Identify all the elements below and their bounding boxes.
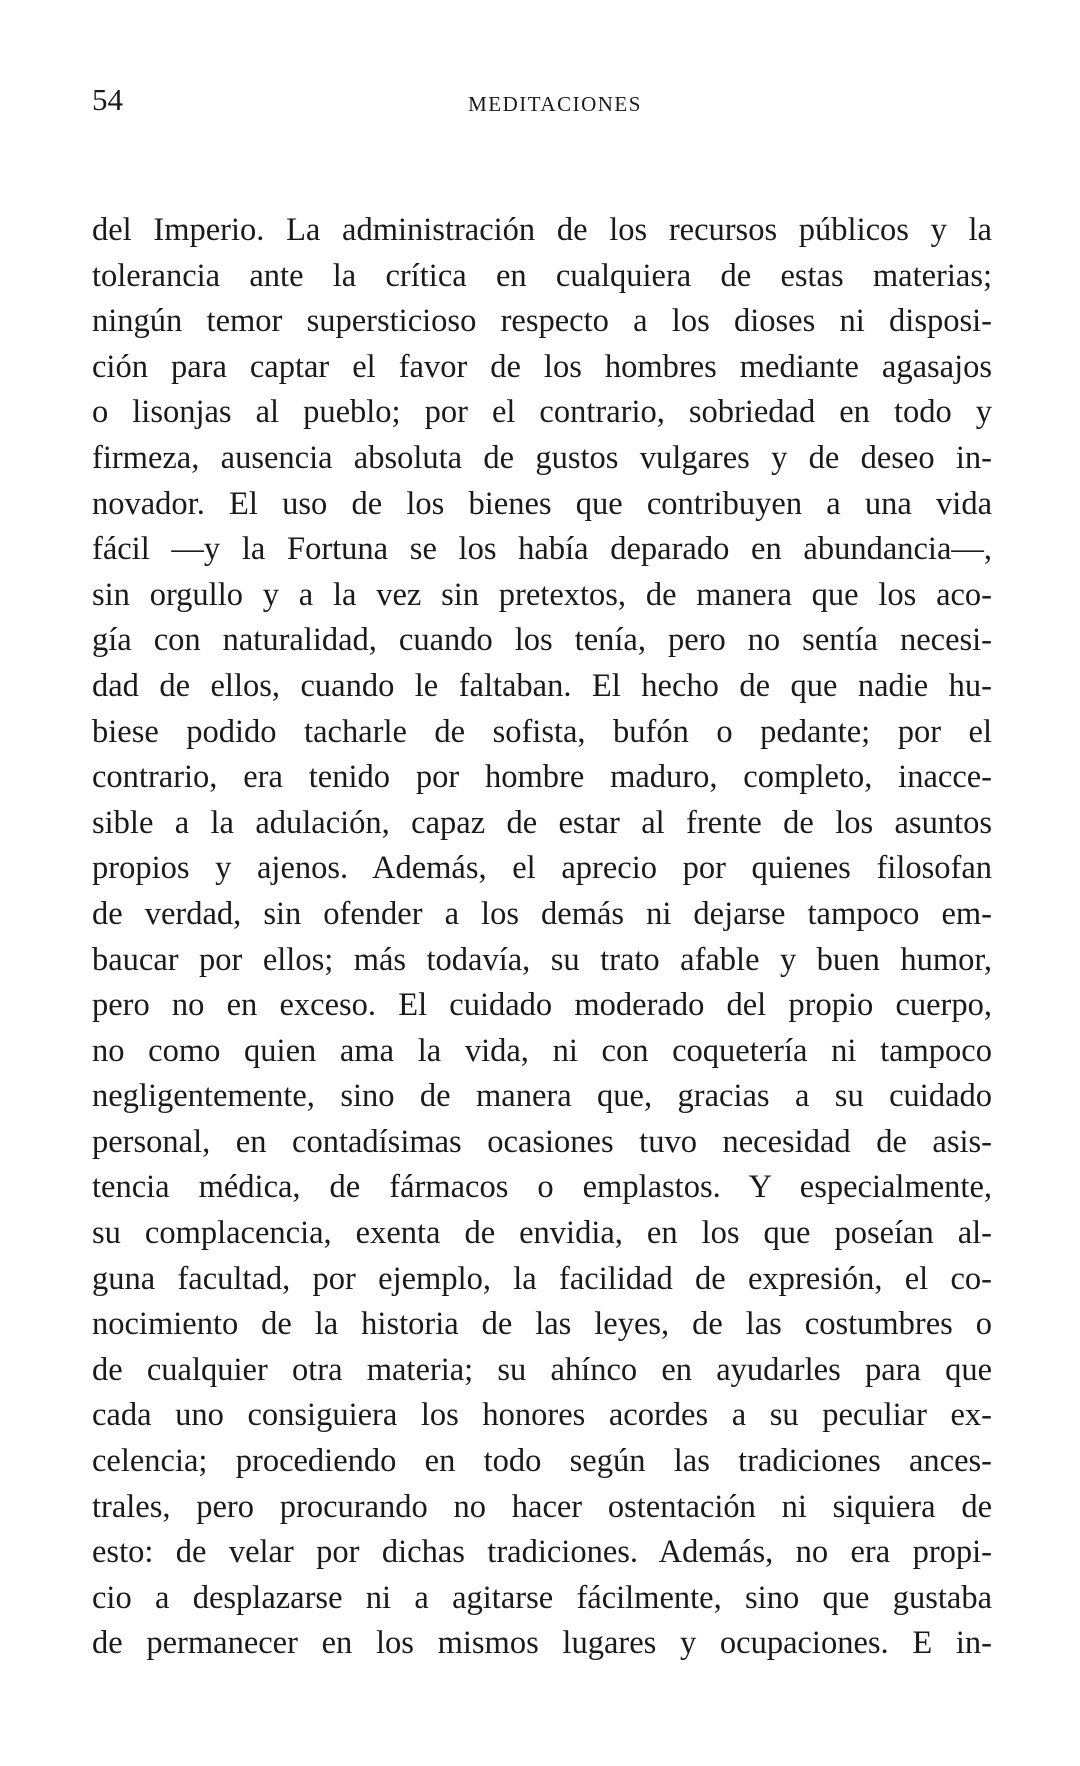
- text-line: de cualquier otra materia; su ahínco en ayudarles para que: [92, 1351, 992, 1388]
- text-line: esto: de velar por dichas tradiciones. Además, no era propi-: [92, 1534, 992, 1571]
- text-line: cio a desplazarse ni a agitarse fácilmente, sino que gustaba: [92, 1579, 992, 1616]
- text-line: o lisonjas al pueblo; por el contrario, sobriedad en todo y: [92, 394, 992, 431]
- text-line: pero no en exceso. El cuidado moderado del propio cuerpo,: [92, 987, 992, 1024]
- running-head: MEDITACIONES: [468, 92, 642, 116]
- text-line: contrario, era tenido por hombre maduro, completo, inacce-: [92, 759, 992, 796]
- text-line: novador. El uso de los bienes que contribuyen a una vida: [92, 485, 992, 522]
- text-line: su complacencia, exenta de envidia, en los que poseían al-: [92, 1215, 992, 1252]
- text-line: ningún temor supersticioso respecto a los dioses ni disposi-: [92, 303, 992, 340]
- text-line: celencia; procediendo en todo según las tradiciones ances-: [92, 1443, 992, 1480]
- text-line: firmeza, ausencia absoluta de gustos vulgares y de deseo in-: [92, 439, 992, 476]
- text-line: baucar por ellos; más todavía, su trato afable y buen humor,: [92, 941, 992, 978]
- text-line: negligentemente, sino de manera que, gracias a su cuidado: [92, 1078, 992, 1115]
- text-line: tolerancia ante la crítica en cualquiera de estas materias;: [92, 257, 992, 294]
- text-line: sible a la adulación, capaz de estar al frente de los asuntos: [92, 804, 992, 841]
- text-line: biese podido tacharle de sofista, bufón o pedante; por el: [92, 713, 992, 750]
- text-line: tencia médica, de fármacos o emplastos. Y especialmente,: [92, 1169, 992, 1206]
- text-line: del Imperio. La administración de los recursos públicos y la: [92, 212, 992, 248]
- text-line: ción para captar el favor de los hombres mediante agasajos: [92, 348, 992, 385]
- text-line: personal, en contadísimas ocasiones tuvo necesidad de asis-: [92, 1123, 992, 1160]
- text-line: sin orgullo y a la vez sin pretextos, de manera que los aco-: [92, 576, 992, 613]
- text-line: cada uno consiguiera los honores acordes a su peculiar ex-: [92, 1397, 992, 1434]
- text-line: de verdad, sin ofender a los demás ni dejarse tampoco em-: [92, 895, 992, 932]
- text-line: de permanecer en los mismos lugares y ocupaciones. E in-: [92, 1625, 992, 1662]
- text-line: trales, pero procurando no hacer ostentación ni siquiera de: [92, 1488, 992, 1525]
- text-line: propios y ajenos. Además, el aprecio por quienes filosofan: [92, 850, 992, 887]
- body-text: [92, 208, 992, 1667]
- text-line: no como quien ama la vida, ni con coquetería ni tampoco: [92, 1032, 992, 1069]
- text-line: guna facultad, por ejemplo, la facilidad de expresión, el co-: [92, 1260, 992, 1297]
- text-line: dad de ellos, cuando le faltaban. El hecho de que nadie hu-: [92, 667, 992, 704]
- text-line: fácil —y la Fortuna se los había deparado en abundancia—,: [92, 531, 992, 568]
- page-number: 54: [92, 82, 123, 117]
- text-line: nocimiento de la historia de las leyes, de las costumbres o: [92, 1306, 992, 1343]
- page-header: [92, 80, 988, 120]
- text-line: gía con naturalidad, cuando los tenía, pero no sentía necesi-: [92, 622, 992, 659]
